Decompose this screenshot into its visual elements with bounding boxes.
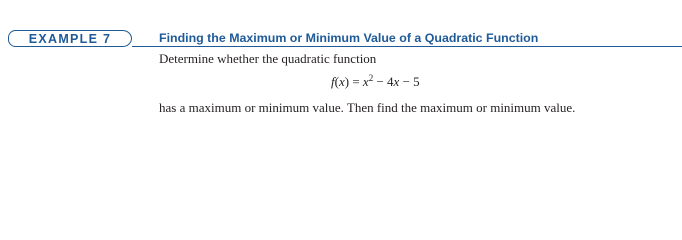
equation-linear-coefficient: − 4 [373,74,394,89]
equation-exponent: 2 [368,73,374,83]
example-badge [8,30,132,47]
equation-variable-squared: x [362,74,369,89]
example-badge-label: EXAMPLE 7 [28,31,112,46]
equation-constant: − 5 [399,74,420,89]
closing-text: has a maximum or minimum value. Then find the maximum or minimum value. [159,100,576,115]
example-title: Finding the Maximum or Minimum Value of a Quadratic Function [159,31,539,45]
function-argument: x [338,74,345,89]
function-name: f [331,74,335,89]
heading-rule [132,46,682,47]
equation-variable-linear: x [393,74,400,89]
quadratic-equation: $f(x) = x^2 - 4x - 5$ [331,73,420,89]
intro-text: Determine whether the quadratic function [159,51,377,66]
